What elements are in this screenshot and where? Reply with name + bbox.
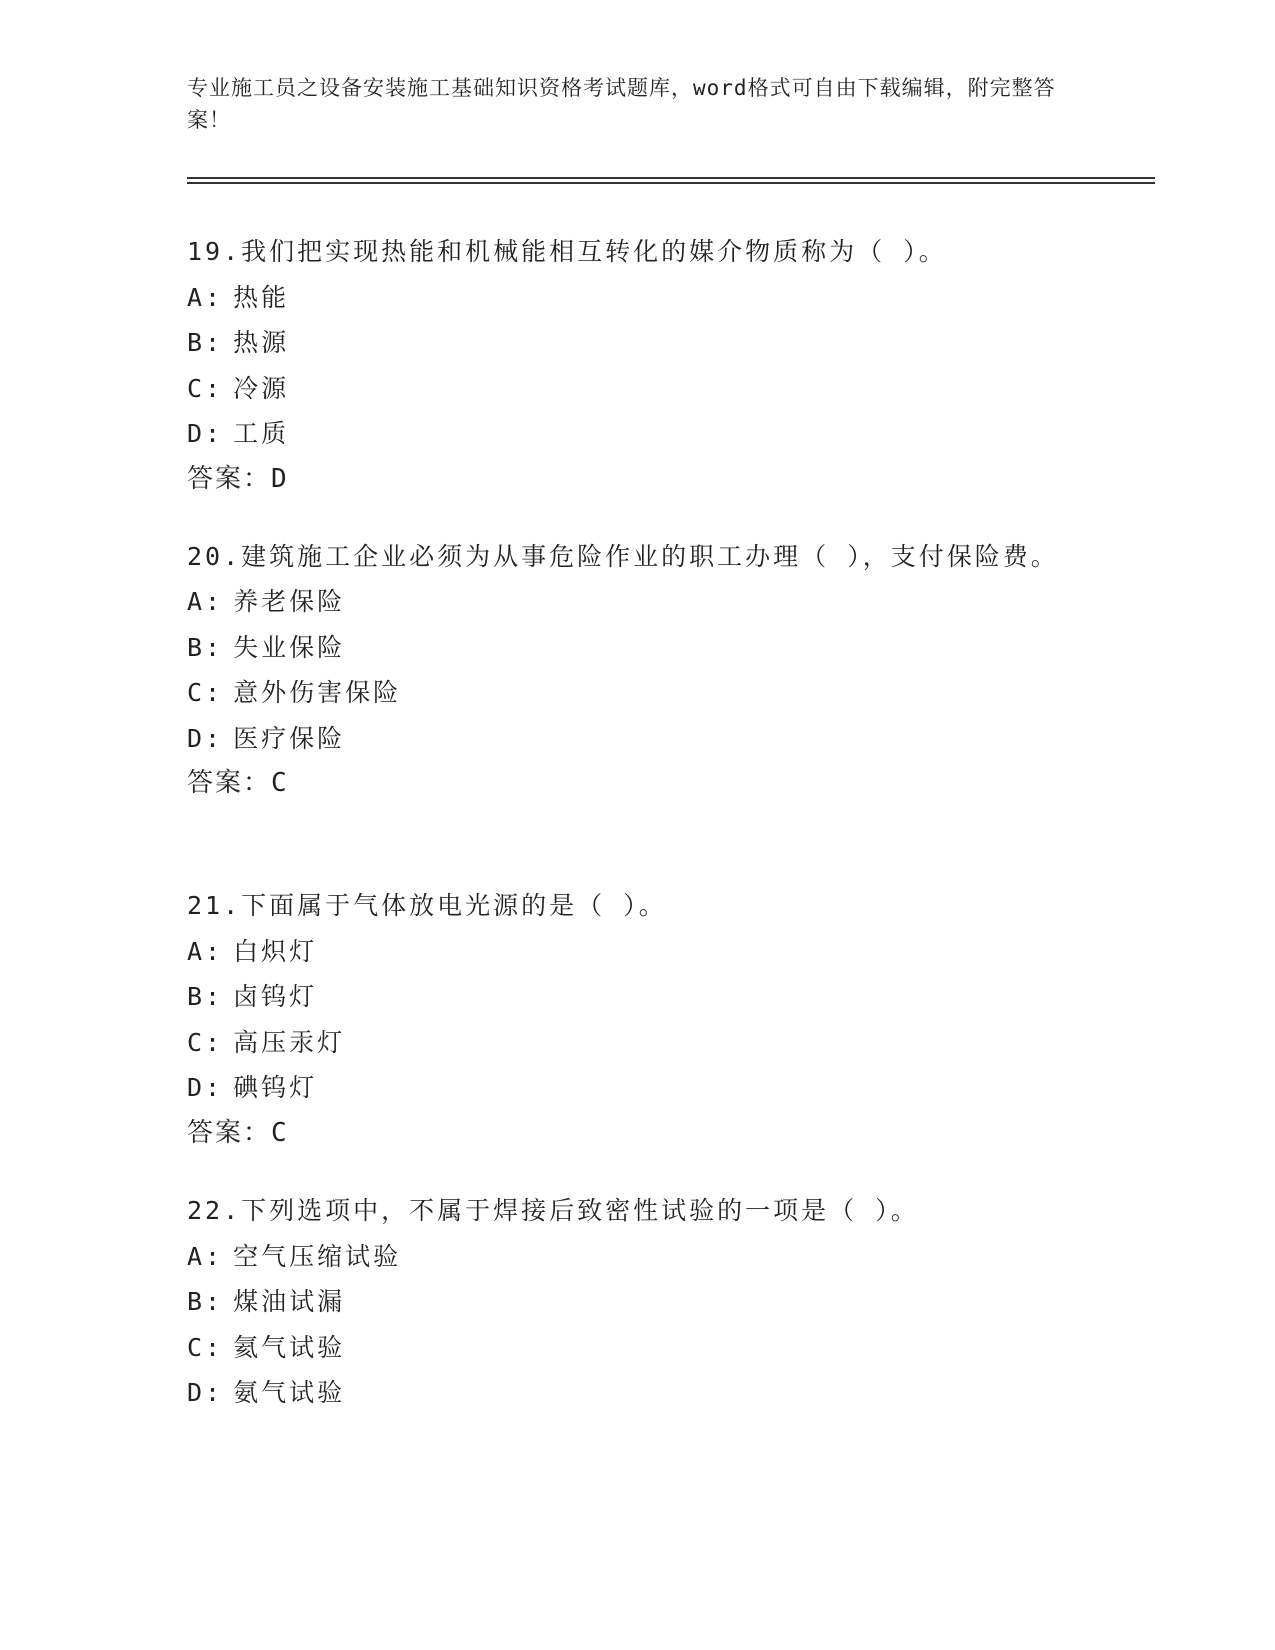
option-text: 工质	[233, 419, 290, 448]
answer-line: 答案：D	[187, 463, 289, 494]
option-a	[187, 275, 1087, 321]
option-label: A:	[187, 1241, 224, 1271]
option-a	[187, 929, 1087, 975]
option-label: A:	[187, 282, 224, 312]
option-label: C:	[187, 1332, 224, 1362]
header-text: 专业施工员之设备安装施工基础知识资格考试题库，word格式可自由下载编辑，附完整答案！	[187, 76, 1056, 132]
option-b	[187, 625, 1087, 671]
question-21	[187, 883, 1087, 1156]
option-label: D:	[187, 419, 224, 448]
option-label: B:	[187, 1287, 224, 1316]
question-22	[187, 1188, 1087, 1416]
option-label: D:	[187, 1073, 224, 1102]
option-text: 冷源	[233, 373, 290, 403]
question-stem: 21.下面属于气体放电光源的是（ ）。	[187, 891, 667, 920]
option-b	[187, 1279, 1087, 1325]
option-text: 医疗保险	[233, 723, 346, 753]
document-header	[187, 72, 1087, 136]
option-text: 热能	[233, 282, 290, 312]
option-label: C:	[187, 373, 224, 403]
header-divider-bottom	[187, 182, 1155, 184]
option-b	[187, 974, 1087, 1020]
question-stem: 19.我们把实现热能和机械能相互转化的媒介物质称为（ ）。	[187, 237, 947, 266]
question-stem: 20.建筑施工企业必须为从事危险作业的职工办理（ ），支付保险费。	[187, 542, 1059, 571]
option-a	[187, 1234, 1087, 1280]
answer-line: 答案：C	[187, 768, 289, 798]
option-label: C:	[187, 678, 224, 707]
option-text: 氨气试验	[233, 1378, 346, 1407]
option-c	[187, 366, 1087, 412]
option-text: 失业保险	[233, 632, 346, 662]
option-b	[187, 320, 1087, 366]
option-label: C:	[187, 1027, 224, 1057]
option-text: 煤油试漏	[233, 1287, 346, 1316]
header-divider-top	[187, 177, 1155, 179]
option-a	[187, 579, 1087, 625]
option-label: A:	[187, 936, 224, 966]
question-stem: 22.下列选项中，不属于焊接后致密性试验的一项是（ ）。	[187, 1196, 919, 1225]
option-d	[187, 411, 1087, 457]
option-text: 卤钨灯	[233, 982, 318, 1011]
option-label: D:	[187, 723, 224, 753]
answer-line: 答案：C	[187, 1117, 289, 1148]
option-label: B:	[187, 982, 224, 1011]
option-label: B:	[187, 328, 224, 357]
option-text: 高压汞灯	[233, 1027, 346, 1057]
question-19	[187, 229, 1087, 502]
option-text: 热源	[233, 328, 290, 357]
option-text: 意外伤害保险	[233, 678, 402, 707]
option-d	[187, 1065, 1087, 1111]
option-d	[187, 1370, 1087, 1416]
option-d	[187, 716, 1087, 762]
option-c	[187, 670, 1087, 716]
option-text: 氦气试验	[233, 1332, 346, 1362]
option-text: 碘钨灯	[233, 1073, 318, 1102]
option-text: 白炽灯	[233, 936, 318, 966]
option-label: D:	[187, 1378, 224, 1407]
question-20	[187, 534, 1087, 807]
option-text: 养老保险	[233, 587, 346, 616]
option-label: B:	[187, 632, 224, 662]
option-label: A:	[187, 587, 224, 616]
option-c	[187, 1020, 1087, 1066]
option-text: 空气压缩试验	[233, 1241, 402, 1271]
option-c	[187, 1325, 1087, 1371]
